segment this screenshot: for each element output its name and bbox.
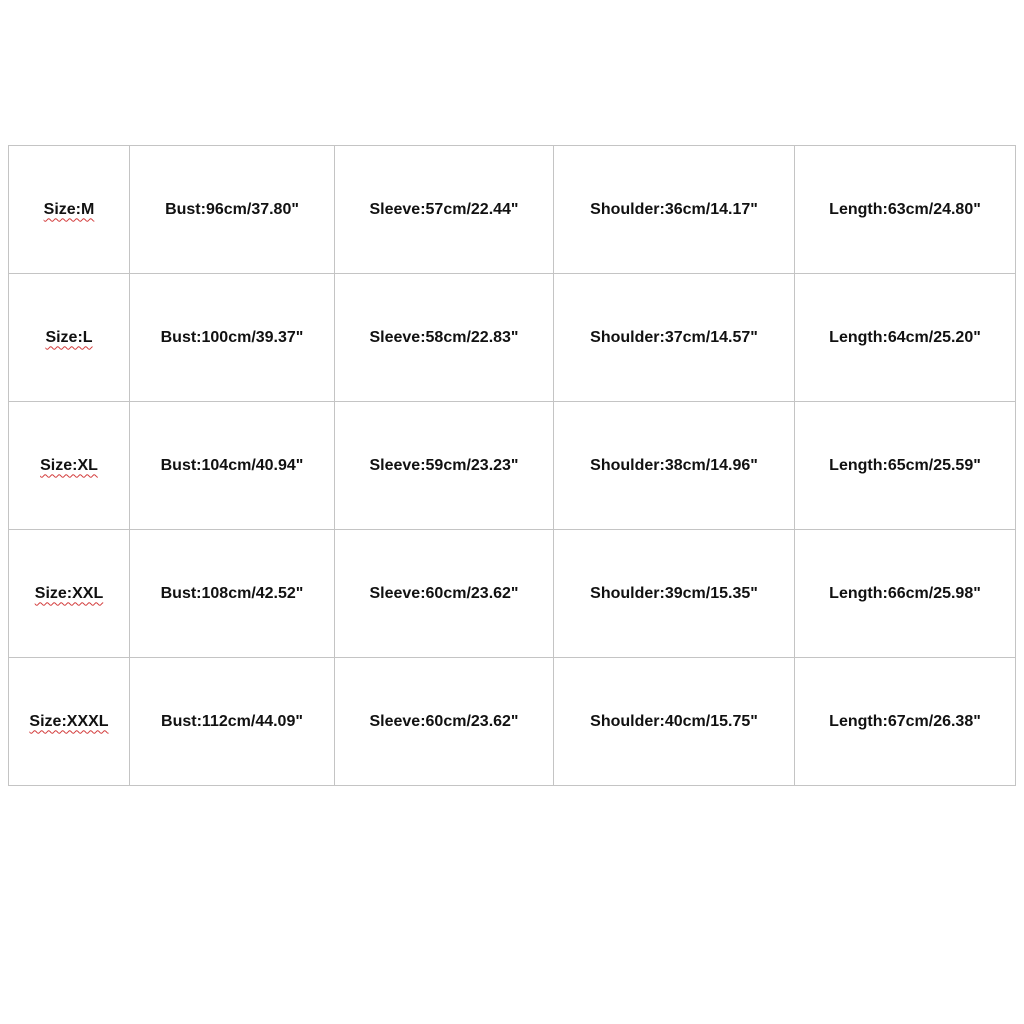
sleeve-cell: Sleeve:60cm/23.62" <box>335 658 554 786</box>
length-cell: Length:67cm/26.38" <box>795 658 1016 786</box>
size-cell <box>9 402 130 530</box>
bust-cell: Bust:100cm/39.37" <box>130 274 335 402</box>
bust-cell: Bust:104cm/40.94" <box>130 402 335 530</box>
table-row <box>9 146 1016 274</box>
sleeve-cell: Sleeve:58cm/22.83" <box>335 274 554 402</box>
size-cell <box>9 146 130 274</box>
shoulder-cell: Shoulder:37cm/14.57" <box>554 274 795 402</box>
size-label: Size:XL <box>40 456 98 474</box>
sleeve-cell: Sleeve:60cm/23.62" <box>335 530 554 658</box>
size-label: Size:M <box>43 200 95 218</box>
shoulder-cell: Shoulder:38cm/14.96" <box>554 402 795 530</box>
table-row <box>9 658 1016 786</box>
size-cell <box>9 274 130 402</box>
length-cell: Length:66cm/25.98" <box>795 530 1016 658</box>
size-chart-table <box>8 145 1016 786</box>
table-row <box>9 402 1016 530</box>
size-cell <box>9 658 130 786</box>
shoulder-cell: Shoulder:36cm/14.17" <box>554 146 795 274</box>
table-row <box>9 530 1016 658</box>
sleeve-cell: Sleeve:59cm/23.23" <box>335 402 554 530</box>
size-label: Size:XXXL <box>29 712 109 730</box>
size-cell <box>9 530 130 658</box>
shoulder-cell: Shoulder:39cm/15.35" <box>554 530 795 658</box>
sleeve-cell: Sleeve:57cm/22.44" <box>335 146 554 274</box>
length-cell: Length:63cm/24.80" <box>795 146 1016 274</box>
bust-cell: Bust:108cm/42.52" <box>130 530 335 658</box>
size-label: Size:XXL <box>34 584 104 602</box>
bust-cell: Bust:96cm/37.80" <box>130 146 335 274</box>
bust-cell: Bust:112cm/44.09" <box>130 658 335 786</box>
size-label: Size:L <box>45 328 93 346</box>
table-row <box>9 274 1016 402</box>
length-cell: Length:64cm/25.20" <box>795 274 1016 402</box>
shoulder-cell: Shoulder:40cm/15.75" <box>554 658 795 786</box>
length-cell: Length:65cm/25.59" <box>795 402 1016 530</box>
